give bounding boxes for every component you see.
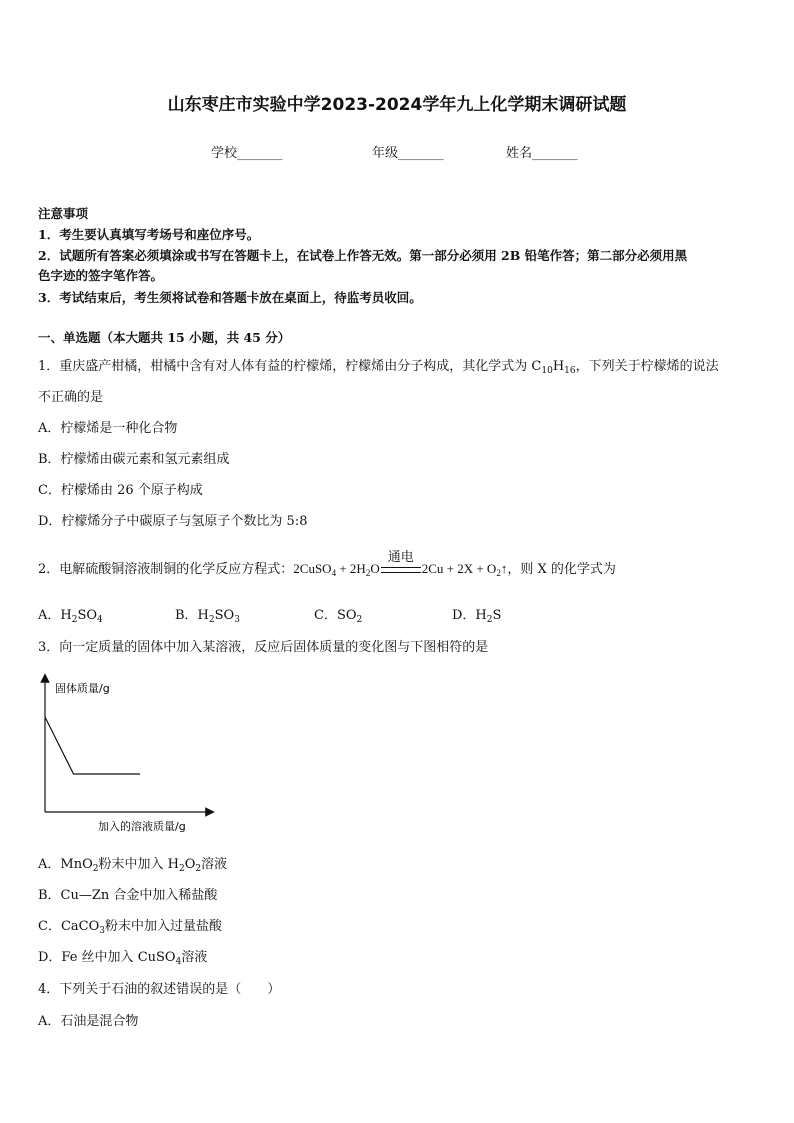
opt-text: B．H — [175, 608, 209, 623]
opt-sub: 3 — [99, 926, 105, 936]
page-title: 山东枣庄市实验中学2023-2024学年九上化学期末调研试题 — [167, 95, 627, 115]
question-4-stem: 4．下列关于石油的叙述错误的是（ ） — [38, 982, 281, 997]
q3-option-d — [38, 946, 207, 965]
q2-option-a — [38, 604, 103, 623]
eq-sub: 4 — [331, 568, 337, 578]
opt-sub: 2 — [486, 615, 493, 625]
opt-sub: 2 — [92, 864, 99, 874]
q1-option-d: D．柠檬烯分子中碳原子与氢原子个数比为 5:8 — [38, 514, 308, 529]
solid-mass-chart — [30, 672, 220, 837]
opt-sub: 2 — [178, 864, 185, 874]
q3-option-a — [38, 853, 227, 872]
question-2-stem — [38, 550, 616, 578]
opt-text: SO — [77, 608, 98, 623]
chemical-equation — [293, 550, 508, 578]
school-field: 学校_______ — [211, 146, 283, 161]
note-item: 色字迹的签字笔作答。 — [38, 268, 164, 283]
notes-heading: 注意事项 — [38, 206, 89, 221]
question-1-stem — [38, 355, 719, 374]
reaction-condition — [381, 550, 421, 577]
q1-sub: 16 — [564, 366, 576, 376]
eq-sub: 2 — [496, 568, 501, 578]
question-3-stem: 3．向一定质量的固体中加入某溶液，反应后固体质量的变化图与下图相符的是 — [38, 640, 489, 655]
gas-arrow: ↑ — [500, 561, 508, 576]
series-line — [45, 717, 140, 774]
note-item: 2．试题所有答案必须填涂或书写在答题卡上，在试卷上作答无效。第一部分必须用 2B 铅笔作答；第二部分必须用黑 — [38, 248, 688, 263]
q2-option-d — [452, 604, 501, 623]
eq-part: + 2H — [336, 561, 366, 576]
q2-text: 2．电解硫酸铜溶液制铜的化学反应方程式： — [38, 562, 294, 577]
opt-text: 溶液 — [201, 857, 228, 872]
q2-option-b — [175, 604, 240, 623]
q4-option-a: A．石油是混合物 — [38, 1014, 139, 1029]
opt-text: SO — [214, 608, 235, 623]
opt-text: A．MnO — [38, 857, 93, 872]
condition-text: 通电 — [387, 550, 414, 565]
q3-option-b: B．Cu—Zn 合金中加入稀盐酸 — [38, 888, 218, 903]
opt-text: O — [184, 857, 196, 872]
opt-text: S — [492, 608, 502, 623]
opt-sub: 2 — [208, 615, 215, 625]
q1-text: ，下列关于柠檬烯的说法 — [575, 359, 719, 374]
opt-sub: 2 — [356, 615, 363, 625]
x-axis-label: 加入的溶液质量/g — [98, 820, 186, 833]
opt-text: C．CaCO — [38, 919, 100, 934]
q2-option-c — [314, 604, 362, 623]
question-1-stem-cont: 不正确的是 — [38, 390, 104, 405]
equals-lines — [381, 567, 421, 573]
q1-text: 1．重庆盛产柑橘，柑橘中含有对人体有益的柠檬烯，柠檬烯由分子构成，其化学式为 C — [38, 359, 542, 374]
y-axis-label: 固体质量/g — [55, 682, 110, 695]
opt-sub: 3 — [234, 615, 240, 625]
eq-part: O — [370, 561, 380, 576]
name-field: 姓名_______ — [506, 146, 578, 161]
opt-text: A．H — [38, 608, 72, 623]
opt-text: 溶液 — [181, 950, 208, 965]
q1-sub: 10 — [541, 366, 553, 376]
q1-option-a: A．柠檬烯是一种化合物 — [38, 421, 178, 436]
opt-text: C．SO — [314, 608, 357, 623]
eq-part: 2Cu + 2X + O — [421, 561, 497, 576]
q1-option-b: B．柠檬烯由碳元素和氢元素组成 — [38, 452, 230, 467]
q2-text: ，则 X 的化学式为 — [507, 562, 616, 577]
opt-sub: 4 — [175, 957, 182, 967]
q3-option-c — [38, 915, 222, 934]
q1-text: H — [552, 359, 565, 374]
section-title: 一、单选题（本大题共 15 小题，共 45 分） — [38, 330, 291, 345]
eq-part: 2CuSO — [293, 561, 332, 576]
opt-sub: 4 — [97, 615, 103, 625]
opt-sub: 2 — [71, 615, 78, 625]
eq-sub: 2 — [365, 568, 371, 578]
note-item: 1．考生要认真填写考场号和座位序号。 — [38, 227, 260, 242]
opt-sub: 2 — [195, 864, 202, 874]
note-item: 3．考试结束后，考生须将试卷和答题卡放在桌面上，待监考员收回。 — [38, 290, 422, 305]
opt-text: D．Fe 丝中加入 CuSO — [38, 950, 176, 965]
opt-text: D．H — [452, 608, 487, 623]
opt-text: 粉末中加入 H — [98, 857, 179, 872]
grade-field: 年级_______ — [372, 146, 444, 161]
opt-text: 粉末中加入过量盐酸 — [104, 919, 222, 934]
q1-option-c: C．柠檬烯由 26 个原子构成 — [38, 483, 203, 498]
